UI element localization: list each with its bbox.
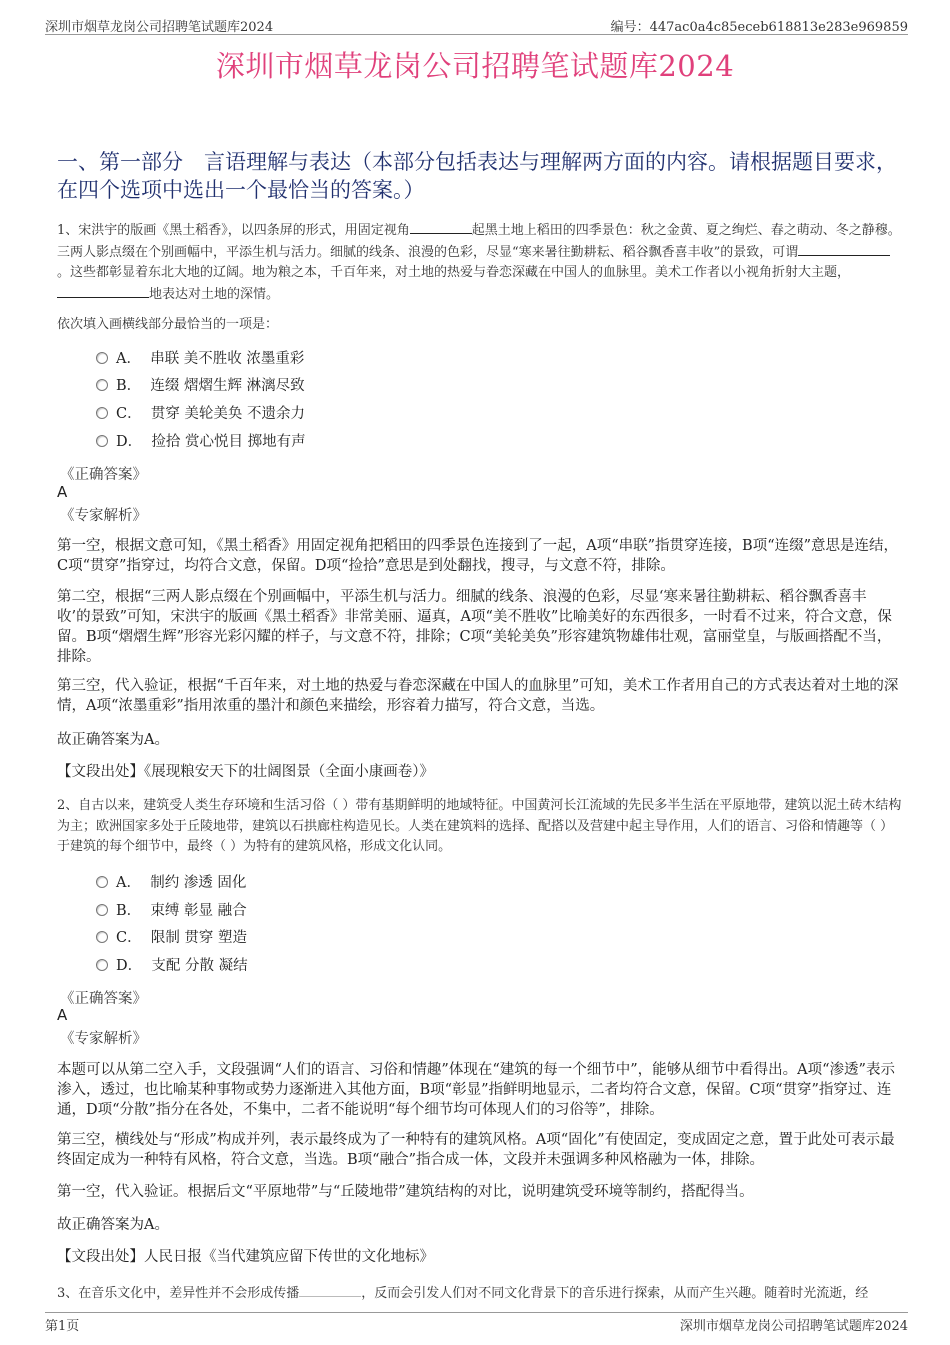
q1-text-part2: 起黑土地上稻田的四季景色：秋之金黄、夏之绚烂、春之萌动、冬之静穆。三两人影点缀在个别画幅中，平添生机与活力。细腻的线条、浪漫的色彩，尽显“寒来暑往勤耕耘、稻谷飘香喜丰收”的景致，可谓 <box>57 223 901 260</box>
radio-icon[interactable] <box>96 876 108 888</box>
q1-text-part3: 。这些都彰显着东北大地的辽阔。地为粮之本，千百年来，对土地的热爱与眷恋深藏在中国人的血脉里。美术工作者以小视角折射大主题， <box>57 265 851 280</box>
q2-analysis-label: 《专家解析》 <box>60 1031 147 1047</box>
q2-option-c[interactable]: C． 限制 贯穿 塑造 <box>96 927 247 949</box>
question-3-stem <box>57 1283 902 1305</box>
q1-option-b[interactable]: B． 连缀 熠熠生辉 淋漓尽致 <box>96 375 305 397</box>
header-title: 深圳市烟草龙岗公司招聘笔试题库2024 <box>45 20 274 35</box>
q1-option-d[interactable]: D． 捡拾 赏心悦目 掷地有声 <box>96 431 306 453</box>
q1-analysis-3: 第三空，代入验证，根据“千百年来，对土地的热爱与眷恋深藏在中国人的血脉里”可知，美术工作者用自己的方式表达着对土地的深情，A项“浓墨重彩”指用浓重的墨汁和颜色来描绘，形容着力描写，符合文意，当选。 <box>57 678 899 714</box>
q2-analysis-1: 本题可以从第二空入手，文段强调“人们的语言、习俗和情趣”体现在“建筑的每一个细节中”，能够从细节中看得出。A项“渗透”表示渗入，透过，也比喻某种事物或势力逐渐进入其他方面，B项“彰显”指鲜明地显示，二者均符合文意，保留。C项“贯穿”指穿过、连通，D项“分散”指分在各处，不集中，二者不能说明“每个细节均可体现人们的习俗等”，排除。 <box>57 1062 895 1118</box>
q1-source: 【文段出处】《展现粮安天下的壮阔图景（全面小康画卷）》 <box>57 764 434 780</box>
radio-icon[interactable] <box>96 407 108 419</box>
q1-blank-1 <box>410 220 472 234</box>
q1-analysis-label: 《专家解析》 <box>60 508 147 524</box>
radio-icon[interactable] <box>96 379 108 391</box>
q3-text-part1: 3、在音乐文化中，差异性并不会形成传播 <box>57 1286 300 1301</box>
q1-answer: A <box>57 483 68 501</box>
q1-text-part4: 地表达对土地的深情。 <box>149 286 280 302</box>
q2-analysis-4: 故正确答案为A。 <box>57 1217 169 1233</box>
q2-answer-label: 《正确答案》 <box>60 991 147 1007</box>
q1-analysis-4: 故正确答案为A。 <box>57 732 169 748</box>
page-title: 深圳市烟草龙岗公司招聘笔试题库2024 <box>215 49 735 83</box>
q2-option-b[interactable]: B． 束缚 彰显 融合 <box>96 900 247 922</box>
q2-source: 【文段出处】人民日报《当代建筑应留下传世的文化地标》 <box>57 1249 434 1265</box>
question-2-stem: 2、自古以来，建筑受人类生存环境和生活习俗（ ）带有基期鲜明的地域特征。中国黄河长江流域的先民多半生活在平原地带，建筑以泥土砖木结构为主；欧洲国家多处于丘陵地带，建筑以石拱廊柱构造见长。人类在建筑料的选择、配搭以及营建中起主导作用，人们的语言、习俗和情趣等（ ）于建筑的每个细节中，最终（ ）为特有的建筑风格，形成文化认同。 <box>57 798 902 854</box>
header-doc-id: 编号：447ac0a4c85eceb618813e283e969859 <box>610 20 908 35</box>
radio-icon[interactable] <box>96 352 108 364</box>
q3-blank-1 <box>299 1283 361 1297</box>
q1-analysis-1: 第一空，根据文意可知，《黑土稻香》用固定视角把稻田的四季景色连接到了一起，A项“串联”指贯穿连接，B项“连缀”意思是连结，C项“贯穿”指穿过，均符合文意，保留。D项“捡拾”意思是到处翻找，搜寻，与文意不符，排除。 <box>57 538 899 574</box>
q1-instruction: 依次填入画横线部分最恰当的一项是： <box>57 317 279 332</box>
q3-text-part2: ，反而会引发人们对不同文化背景下的音乐进行探索，从而产生兴趣。随着时光流逝，经 <box>361 1286 869 1301</box>
radio-icon[interactable] <box>96 931 108 943</box>
q1-answer-label: 《正确答案》 <box>60 467 147 483</box>
q1-option-c[interactable]: C． 贯穿 美轮美奂 不遗余力 <box>96 403 305 425</box>
q1-option-a[interactable]: A． 串联 美不胜收 浓墨重彩 <box>96 348 304 370</box>
q2-option-a[interactable]: A． 制约 渗透 固化 <box>96 872 246 894</box>
page-number: 第1页 <box>45 1319 80 1334</box>
radio-icon[interactable] <box>96 435 108 447</box>
q2-analysis-2: 第三空，横线处与“形成”构成并列，表示最终成为了一种特有的建筑风格。A项“固化”有使固定，变成固定之意，置于此处可表示最终固定成为一种特有风格，符合文意，当选。B项“融合”指合成一体，文段并未强调多种风格融为一体，排除。 <box>57 1132 895 1168</box>
footer-title: 深圳市烟草龙岗公司招聘笔试题库2024 <box>679 1319 908 1334</box>
question-1-stem <box>57 220 902 305</box>
page-footer <box>45 1312 908 1333</box>
q1-blank-3 <box>57 284 149 298</box>
q2-option-d[interactable]: D． 支配 分散 凝结 <box>96 955 248 977</box>
q1-text-part1: 1、宋洪宇的版画《黑土稻香》，以四条屏的形式，用固定视角 <box>57 223 410 238</box>
radio-icon[interactable] <box>96 904 108 916</box>
section-heading: 一、第一部分 言语理解与表达（本部分包括表达与理解两方面的内容。请根据题目要求，在四个选项中选出一个最恰当的答案。） <box>57 150 897 202</box>
q1-analysis-2: 第二空，根据“三两人影点缀在个别画幅中，平添生机与活力。细腻的线条、浪漫的色彩，尽显‘寒来暑往勤耕耘、稻谷飘香喜丰收’的景致”可知，宋洪宇的版画《黑土稻香》非常美丽、逼真，A项“美不胜收”比喻美好的东西很多，一时看不过来，符合文意，保留。B项“熠熠生辉”形容光彩闪耀的样子，与文意不符，排除；C项“美轮美奂”形容建筑物雄伟壮观，富丽堂皇，与版画搭配不当，排除。 <box>57 589 892 665</box>
radio-icon[interactable] <box>96 959 108 971</box>
q2-analysis-3: 第一空，代入验证。根据后文“平原地带”与“丘陵地带”建筑结构的对比，说明建筑受环境等制约，搭配得当。 <box>57 1184 754 1200</box>
q2-answer: A <box>57 1006 68 1024</box>
q1-blank-2 <box>798 242 890 256</box>
page-header <box>45 14 908 35</box>
